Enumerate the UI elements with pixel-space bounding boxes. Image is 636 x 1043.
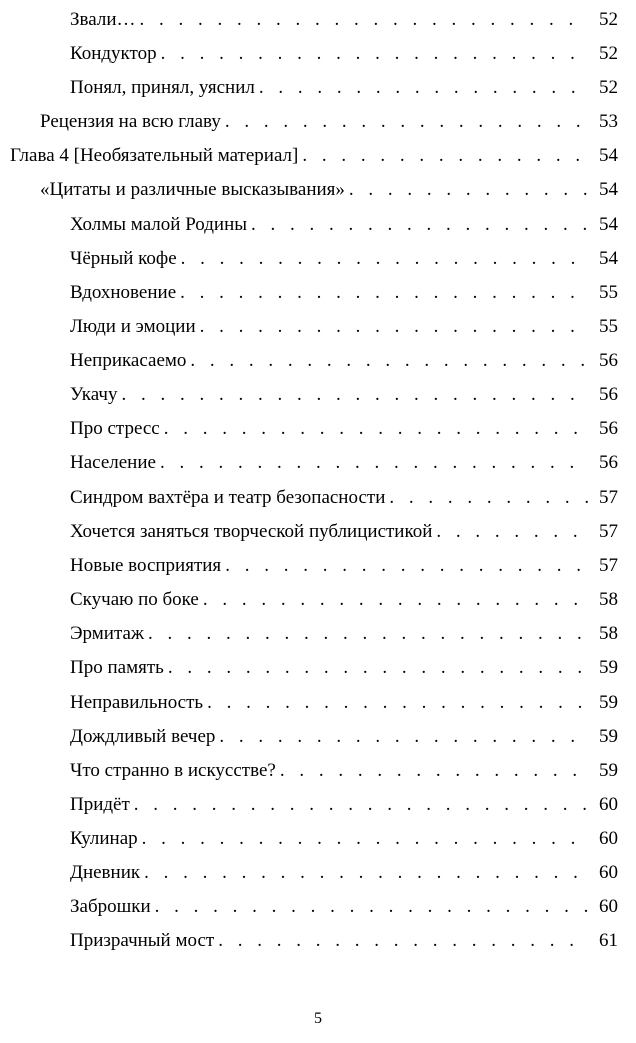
toc-entry-title: Вдохновение xyxy=(70,276,180,310)
toc-entry-page: 61 xyxy=(589,924,618,958)
toc-entry[interactable] xyxy=(70,481,618,515)
dot-leader xyxy=(148,617,589,651)
toc-entry-title: Рецензия на всю главу xyxy=(40,105,225,139)
toc-entry-page: 55 xyxy=(589,310,618,344)
dot-leader xyxy=(218,924,589,958)
toc-entry-page: 58 xyxy=(589,583,618,617)
dot-leader xyxy=(121,378,589,412)
toc-entry-page: 56 xyxy=(589,378,618,412)
toc-entry-title: Дождливый вечер xyxy=(70,720,219,754)
toc-entry[interactable] xyxy=(70,856,618,890)
toc-entry-title: Придёт xyxy=(70,788,134,822)
toc-entry-title: Понял, принял, уяснил xyxy=(70,71,259,105)
toc-entry[interactable] xyxy=(70,310,618,344)
dot-leader xyxy=(142,822,589,856)
toc-entry-page: 54 xyxy=(589,208,618,242)
toc-entry-page: 60 xyxy=(589,890,618,924)
toc-entry-page: 53 xyxy=(589,105,618,139)
toc-entry-page: 59 xyxy=(589,686,618,720)
toc-entry[interactable] xyxy=(70,788,618,822)
toc-entry-page: 59 xyxy=(589,651,618,685)
toc-entry[interactable] xyxy=(40,105,618,139)
toc-entry-page: 54 xyxy=(589,173,618,207)
toc-entry-title: Про память xyxy=(70,651,168,685)
dot-leader xyxy=(164,412,589,446)
toc-entry-title: Люди и эмоции xyxy=(70,310,200,344)
toc-entry[interactable] xyxy=(70,583,618,617)
toc-entry-page: 58 xyxy=(589,617,618,651)
dot-leader xyxy=(168,651,589,685)
dot-leader xyxy=(280,754,589,788)
dot-leader xyxy=(225,549,589,583)
toc-entry-title: Синдром вахтёра и театр безопасности xyxy=(70,481,389,515)
toc-entry-title: Призрачный мост xyxy=(70,924,218,958)
toc-entry-page: 54 xyxy=(589,242,618,276)
toc-entry-title: Неприкасаемо xyxy=(70,344,190,378)
toc-entry-page: 52 xyxy=(589,3,618,37)
toc-entry-title: Хочется заняться творческой публицистикой xyxy=(70,515,436,549)
toc-entry[interactable] xyxy=(70,276,618,310)
dot-leader xyxy=(161,37,589,71)
toc-entry[interactable] xyxy=(70,924,618,958)
dot-leader xyxy=(389,481,589,515)
dot-leader xyxy=(180,276,589,310)
dot-leader xyxy=(436,515,589,549)
dot-leader xyxy=(251,208,589,242)
toc-entry-title: Неправильность xyxy=(70,686,207,720)
toc-entry-page: 60 xyxy=(589,856,618,890)
dot-leader xyxy=(259,71,589,105)
toc-entry-title: Новые восприятия xyxy=(70,549,225,583)
toc-entry[interactable] xyxy=(70,651,618,685)
toc-entry-page: 56 xyxy=(589,344,618,378)
toc-entry[interactable] xyxy=(70,71,618,105)
toc-entry[interactable] xyxy=(70,446,618,480)
toc-entry[interactable] xyxy=(70,754,618,788)
toc-entry-title: Звали… xyxy=(70,3,140,37)
toc-entry-title: Скучаю по боке xyxy=(70,583,203,617)
toc-entry-title: Укачу xyxy=(70,378,121,412)
toc-entry-page: 55 xyxy=(589,276,618,310)
toc-entry-page: 56 xyxy=(589,412,618,446)
dot-leader xyxy=(203,583,589,617)
dot-leader xyxy=(181,242,589,276)
toc-entry[interactable] xyxy=(70,3,618,37)
dot-leader xyxy=(200,310,589,344)
toc-entry-title: Население xyxy=(70,446,160,480)
dot-leader xyxy=(190,344,589,378)
toc-entry[interactable] xyxy=(70,208,618,242)
dot-leader xyxy=(160,446,589,480)
toc-entry[interactable] xyxy=(70,890,618,924)
toc-entry-title: Что странно в искусстве? xyxy=(70,754,280,788)
dot-leader xyxy=(140,3,590,37)
toc-entry-title: «Цитаты и различные высказывания» xyxy=(40,173,349,207)
dot-leader xyxy=(349,173,589,207)
dot-leader xyxy=(302,139,589,173)
toc-entry-title: Кулинар xyxy=(70,822,142,856)
dot-leader xyxy=(144,856,589,890)
toc-entry-title: Холмы малой Родины xyxy=(70,208,251,242)
toc-entry-page: 52 xyxy=(589,71,618,105)
toc-entry[interactable] xyxy=(70,822,618,856)
page-number: 5 xyxy=(314,1010,322,1027)
toc-entry[interactable] xyxy=(70,37,618,71)
toc-entry-page: 57 xyxy=(589,515,618,549)
toc-entry[interactable] xyxy=(70,412,618,446)
toc-entry-page: 59 xyxy=(589,720,618,754)
toc-entry[interactable] xyxy=(70,720,618,754)
toc-entry-title: Эрмитаж xyxy=(70,617,148,651)
toc-entry-page: 52 xyxy=(589,37,618,71)
toc-entry-title: Дневник xyxy=(70,856,144,890)
toc-entry-title: Заброшки xyxy=(70,890,155,924)
dot-leader xyxy=(219,720,589,754)
toc-entry[interactable] xyxy=(70,515,618,549)
toc-entry[interactable] xyxy=(70,549,618,583)
toc-entry-title: Про стресс xyxy=(70,412,164,446)
toc-entry[interactable] xyxy=(70,617,618,651)
dot-leader xyxy=(155,890,589,924)
toc-entry[interactable] xyxy=(70,378,618,412)
toc-entry-page: 57 xyxy=(589,549,618,583)
toc-entry-page: 54 xyxy=(589,139,618,173)
toc-entry-section[interactable] xyxy=(40,173,618,207)
toc-entry-page: 59 xyxy=(589,754,618,788)
toc-entry-title: Кондуктор xyxy=(70,37,161,71)
toc-entry-page: 60 xyxy=(589,788,618,822)
toc-entry[interactable] xyxy=(70,344,618,378)
toc-entry-page: 56 xyxy=(589,446,618,480)
toc-entry-page: 60 xyxy=(589,822,618,856)
toc-entry[interactable] xyxy=(70,686,618,720)
dot-leader xyxy=(225,105,589,139)
toc-entry-title: Глава 4 [Необязательный материал] xyxy=(10,139,302,173)
toc-entry-title: Чёрный кофе xyxy=(70,242,181,276)
toc-entry[interactable] xyxy=(70,242,618,276)
toc-entry-page: 57 xyxy=(589,481,618,515)
dot-leader xyxy=(134,788,589,822)
dot-leader xyxy=(207,686,589,720)
toc-entry-chapter[interactable] xyxy=(10,139,618,173)
